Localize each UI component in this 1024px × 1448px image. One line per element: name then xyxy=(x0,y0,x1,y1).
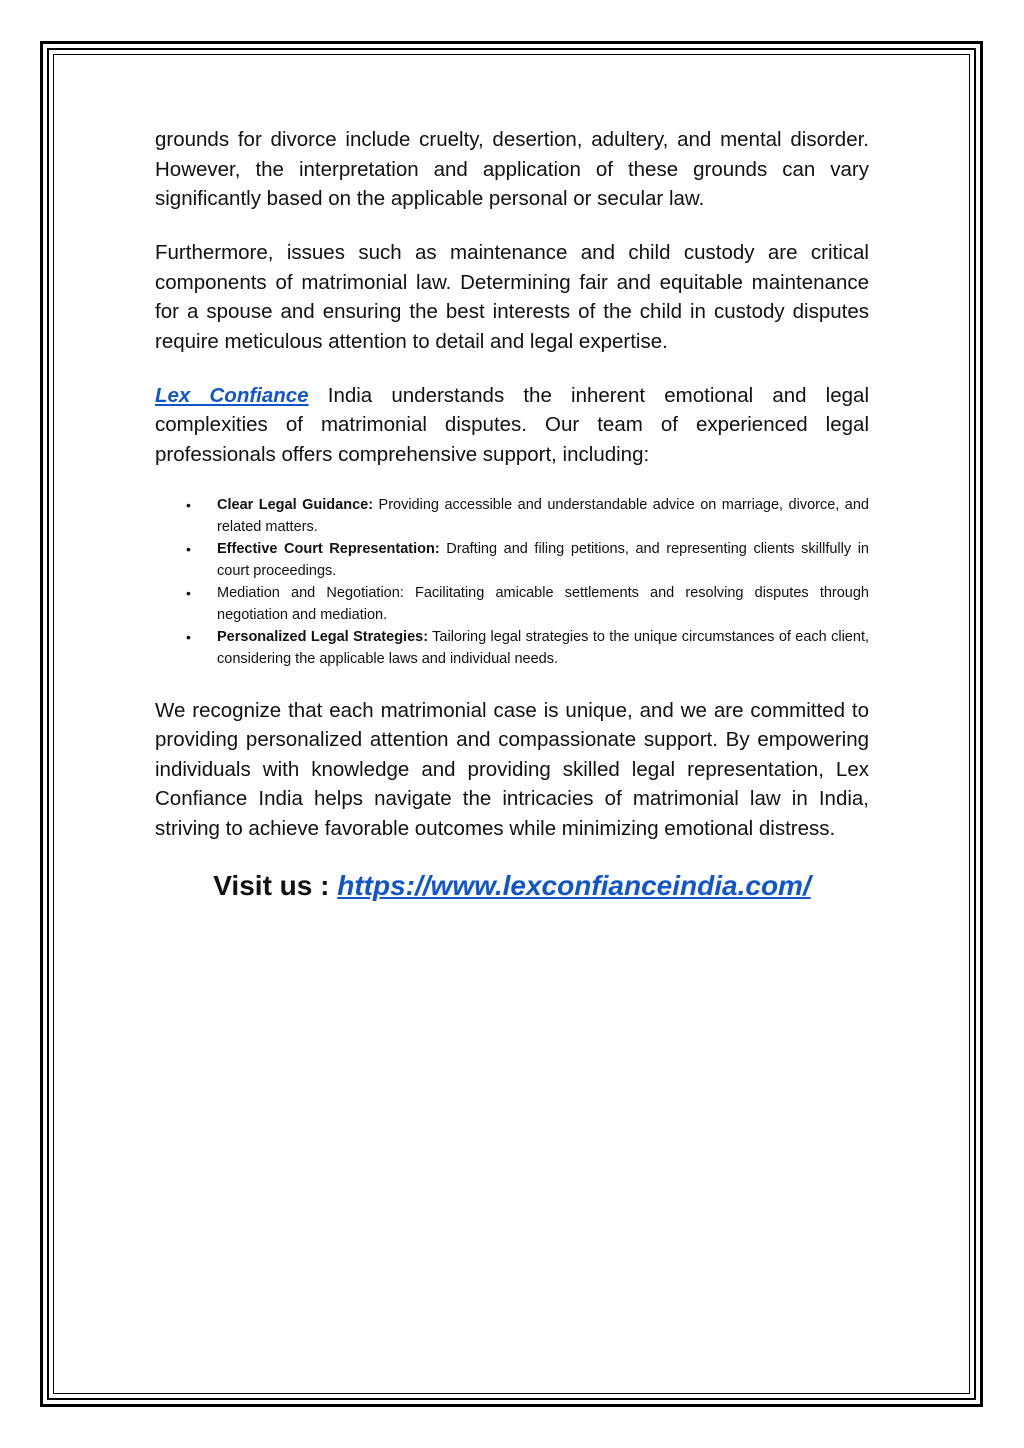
intro-text: India understands the inherent emotional and legal complexities of matrimonial disputes. Our team of experienced legal professionals offers comprehensive support, including: xyxy=(155,383,869,466)
list-item xyxy=(155,626,869,670)
bullet-icon: • xyxy=(186,540,191,557)
list-item xyxy=(155,582,869,626)
list-item-title: Personalized Legal Strategies: xyxy=(217,628,429,645)
bullet-icon: • xyxy=(186,584,191,601)
bullet-icon: • xyxy=(186,496,191,513)
paragraph-lex-confiance-intro xyxy=(155,381,869,470)
visit-us-label: Visit us : xyxy=(213,869,338,901)
list-item-text: Tailoring legal strategies to the unique circumstances of each client, considering the applicable laws and individual needs. xyxy=(217,628,869,667)
document-body xyxy=(155,125,869,904)
lex-confiance-link[interactable]: Lex Confiance xyxy=(155,383,309,407)
services-list xyxy=(155,494,869,670)
list-item-title: Effective Court Representation: xyxy=(217,540,440,557)
paragraph-grounds-for-divorce: grounds for divorce include cruelty, desertion, adultery, and mental disorder. However, the interpretation and application of these grounds can vary significantly based on the applicable personal or secular law. xyxy=(155,128,869,210)
list-item-text: Drafting and filing petitions, and representing clients skillfully in court proceedings. xyxy=(217,540,869,579)
list-item xyxy=(155,538,869,582)
list-item-title: Clear Legal Guidance: xyxy=(217,496,374,513)
paragraph-commitment: We recognize that each matrimonial case is unique, and we are committed to providing personalized attention and compassionate support. By empowering individuals with knowledge and providing skilled legal representation, Lex Confiance India helps navigate the intricacies of matrimonial law in India, striving to achieve favorable outcomes while minimizing emotional distress. xyxy=(155,698,869,840)
visit-us-line xyxy=(155,868,869,904)
bullet-icon: • xyxy=(186,628,191,645)
list-item xyxy=(155,494,869,538)
website-link[interactable]: https://www.lexconfianceindia.com/ xyxy=(337,869,811,901)
list-item-text: Providing accessible and understandable advice on marriage, divorce, and related matters. xyxy=(217,496,869,535)
paragraph-maintenance-custody: Furthermore, issues such as maintenance and child custody are critical components of matrimonial law. Determining fair and equitable maintenance for a spouse and ensuring the best interests of the child in custody disputes require meticulous attention to detail and legal expertise. xyxy=(155,241,869,353)
list-item-text: Mediation and Negotiation: Facilitating amicable settlements and resolving disputes through negotiation and mediation. xyxy=(217,584,869,623)
